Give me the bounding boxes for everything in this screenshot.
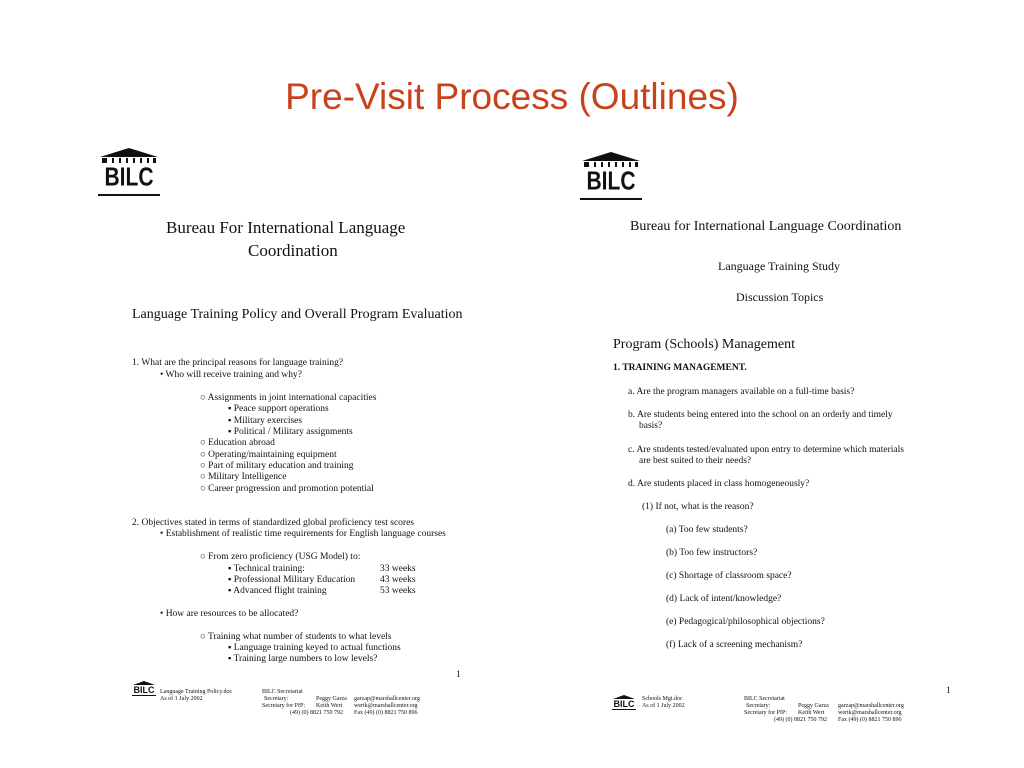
footer-sec1-label: Secretary:	[746, 703, 771, 709]
list-item: ○ Part of military education and training	[200, 461, 354, 471]
doc-sub-topics: Discussion Topics	[736, 290, 824, 304]
doc-section: Program (Schools) Management	[613, 337, 795, 352]
list-item: ○ Career progression and promotion potential	[200, 484, 374, 494]
list-item: 1. What are the principal reasons for language training?	[132, 358, 344, 368]
list-item: ○ Operating/maintaining equipment	[200, 450, 337, 460]
weeks-value: 33 weeks	[380, 564, 416, 574]
list-item: 2. Objectives stated in terms of standardized global proficiency test scores	[132, 518, 415, 528]
list-item: are best suited to their needs?	[639, 456, 752, 466]
weeks-value: 53 weeks	[380, 586, 416, 596]
footer-file: Schools Mgt.doc	[642, 696, 683, 702]
bilc-logo: BILC	[98, 148, 160, 196]
doc-subtitle: Language Training Policy and Overall Program Evaluation	[132, 307, 463, 322]
list-item: ▪ Peace support operations	[228, 404, 329, 414]
footer-sec-title: BILC Secretariat	[744, 696, 785, 702]
footer-sec1-email: garzap@marshallcenter.org	[354, 696, 420, 702]
list-item: ▪ Professional Military Education	[228, 575, 356, 585]
list-item: ▪ Political / Military assignments	[228, 427, 353, 437]
page-number: 1	[456, 670, 461, 680]
list-item: ▪ Training large numbers to low levels?	[228, 654, 378, 664]
page-number: 1	[946, 686, 951, 696]
slide-title: Pre-Visit Process (Outlines)	[285, 76, 739, 117]
bilc-logo: BILC	[580, 152, 642, 200]
footer-phone: (49) (0) 8821 750 792	[774, 717, 827, 723]
list-item: c. Are students tested/evaluated upon entry to determine which materials	[628, 445, 904, 455]
footer-sec2-name: Keith Wert	[798, 710, 825, 716]
doc-heading-line2: Coordination	[248, 241, 338, 260]
list-item: ○ Training what number of students to what levels	[200, 632, 392, 642]
list-item: (d) Lack of intent/knowledge?	[666, 594, 782, 604]
list-item: ▪ Language training keyed to actual functions	[228, 643, 401, 653]
list-item: (f) Lack of a screening mechanism?	[666, 640, 803, 650]
list-item: • Establishment of realistic time requirements for English language courses	[160, 529, 446, 539]
list-item: ○ Military Intelligence	[200, 472, 287, 482]
list-item: ○ Assignments in joint international capacities	[200, 393, 377, 403]
footer-sec1-email: garzap@marshallcenter.org	[838, 703, 904, 709]
left-document-image	[94, 148, 494, 728]
list-item: (c) Shortage of classroom space?	[666, 571, 792, 581]
list-item: ▪ Technical training:	[228, 564, 305, 574]
list-item: (e) Pedagogical/philosophical objections?	[666, 617, 825, 627]
footer-fax: Fax (49) (0) 8821 750 896	[838, 717, 902, 723]
list-item: b. Are students being entered into the school on an orderly and timely	[628, 410, 893, 420]
footer-file: Language Training Policy.doc	[160, 689, 233, 695]
footer-sec1-label: Secretary:	[264, 696, 289, 702]
doc-heading: Bureau for International Language Coordination	[630, 219, 902, 234]
list-item: ○ Education abroad	[200, 438, 275, 448]
doc-sub-study: Language Training Study	[718, 259, 840, 273]
list-item: basis?	[639, 421, 663, 431]
footer-sec2-label: Secretary for PfP:	[262, 703, 305, 709]
doc-heading: Bureau For International Language	[166, 218, 406, 237]
right-document-image	[578, 150, 951, 740]
list-item: ○ From zero proficiency (USG Model) to:	[200, 552, 361, 562]
footer-sec2-email: wertk@marshallcenter.org	[354, 703, 418, 709]
list-item: 1. TRAINING MANAGEMENT.	[613, 363, 747, 373]
bilc-logo-small: BILC	[132, 681, 156, 696]
footer-date: As of 1 July 2002	[642, 703, 685, 709]
list-item: (a) Too few students?	[666, 525, 748, 535]
list-item: ▪ Military exercises	[228, 416, 303, 426]
footer-sec2-label: Secretary for PfP:	[744, 710, 787, 716]
list-item: (1) If not, what is the reason?	[642, 502, 754, 512]
bilc-logo-small: BILC	[612, 695, 636, 710]
list-item: d. Are students placed in class homogeneously?	[628, 479, 810, 489]
list-item: ▪ Advanced flight training	[228, 586, 327, 596]
footer-sec2-name: Keith Wert	[316, 703, 343, 709]
footer-fax: Fax (49) (0) 8821 750 896	[354, 710, 418, 716]
footer-sec1-name: Peggy Garza	[798, 703, 829, 709]
footer-sec1-name: Peggy Garza	[316, 696, 347, 702]
footer-date: As of 1 July 2002	[160, 696, 203, 702]
footer-phone: (49) (0) 8821 750 792	[290, 710, 343, 716]
list-item: • How are resources to be allocated?	[160, 609, 299, 619]
footer-sec-title: BILC Secretariat	[262, 689, 303, 695]
footer-sec2-email: wertk@marshallcenter.org	[838, 710, 902, 716]
list-item: (b) Too few instructors?	[666, 548, 758, 558]
list-item: • Who will receive training and why?	[160, 370, 302, 380]
weeks-value: 43 weeks	[380, 575, 416, 585]
list-item: a. Are the program managers available on a full-time basis?	[628, 387, 855, 397]
